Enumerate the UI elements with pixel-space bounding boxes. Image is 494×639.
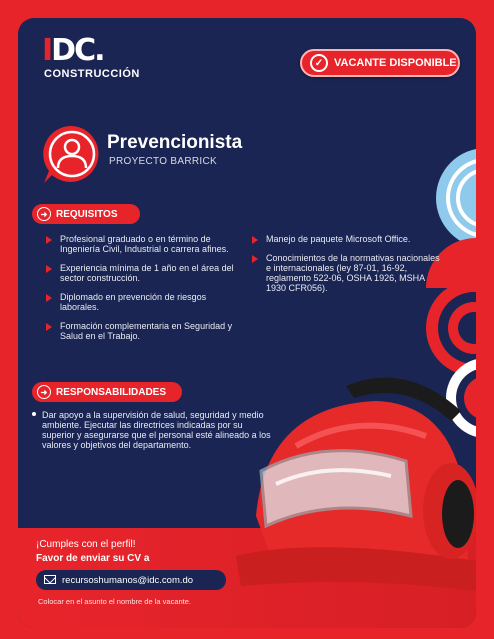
email-address: recursoshumanos@idc.com.do <box>62 574 194 586</box>
list-item: Profesional graduado o en término de Ingeniería Civil, Industrial o carrera afines. <box>46 234 246 254</box>
list-item: Conocimientos de la normativas nacionales e internacionales (ley 87-01, 16-92, reglamento 522-06, OSHA 1926, MSHA 1930 CFR056). <box>252 253 442 293</box>
list-item: Experiencia mínima de 1 año en el área del sector construcción. <box>46 263 246 283</box>
responsabilidades-heading-label: RESPONSABILIDADES <box>56 386 167 398</box>
arrow-right-icon: ➜ <box>37 385 51 399</box>
responsabilidades-text: Dar apoyo a la supervisión de salud, seguridad y medio ambiente. Ejecutar las directrices indicadas por su superior y asegurarse que el personal esté alineado a los valores y objetivos del departamento. <box>32 410 272 450</box>
requisitos-heading-label: REQUISITOS <box>56 208 118 220</box>
requisitos-heading <box>32 204 140 224</box>
email-link[interactable] <box>36 570 226 590</box>
vacancy-badge-label: VACANTE DISPONIBLE <box>334 57 457 69</box>
user-icon <box>40 123 104 187</box>
envelope-icon <box>44 575 56 584</box>
list-item: Diplomado en prevención de riesgos laborales. <box>46 292 246 312</box>
job-poster-card <box>18 18 476 628</box>
arrow-right-icon: ➜ <box>37 207 51 221</box>
logo-division: CONSTRUCCIÓN <box>44 68 140 80</box>
list-item: Manejo de paquete Microsoft Office. <box>252 234 442 244</box>
check-circle-icon: ✓ <box>310 54 328 72</box>
job-project: PROYECTO BARRICK <box>109 156 217 167</box>
cta-line2: Favor de enviar su CV a <box>36 553 150 564</box>
vacancy-badge <box>300 49 460 77</box>
responsabilidades-heading <box>32 382 182 402</box>
requisitos-list-left <box>46 234 246 350</box>
list-item: Formación complementaria en Seguridad y Salud en el Trabajo. <box>46 321 246 341</box>
requisitos-list-right <box>252 234 442 302</box>
logo-i: I <box>42 33 52 68</box>
logo-dc: DC. <box>51 33 104 68</box>
job-title: Prevencionista <box>107 132 243 153</box>
subject-note: Colocar en el asunto el nombre de la vacante. <box>38 597 192 606</box>
cta-line1: ¡Cumples con el perfil! <box>36 539 136 550</box>
safety-helmet-image <box>236 366 476 628</box>
